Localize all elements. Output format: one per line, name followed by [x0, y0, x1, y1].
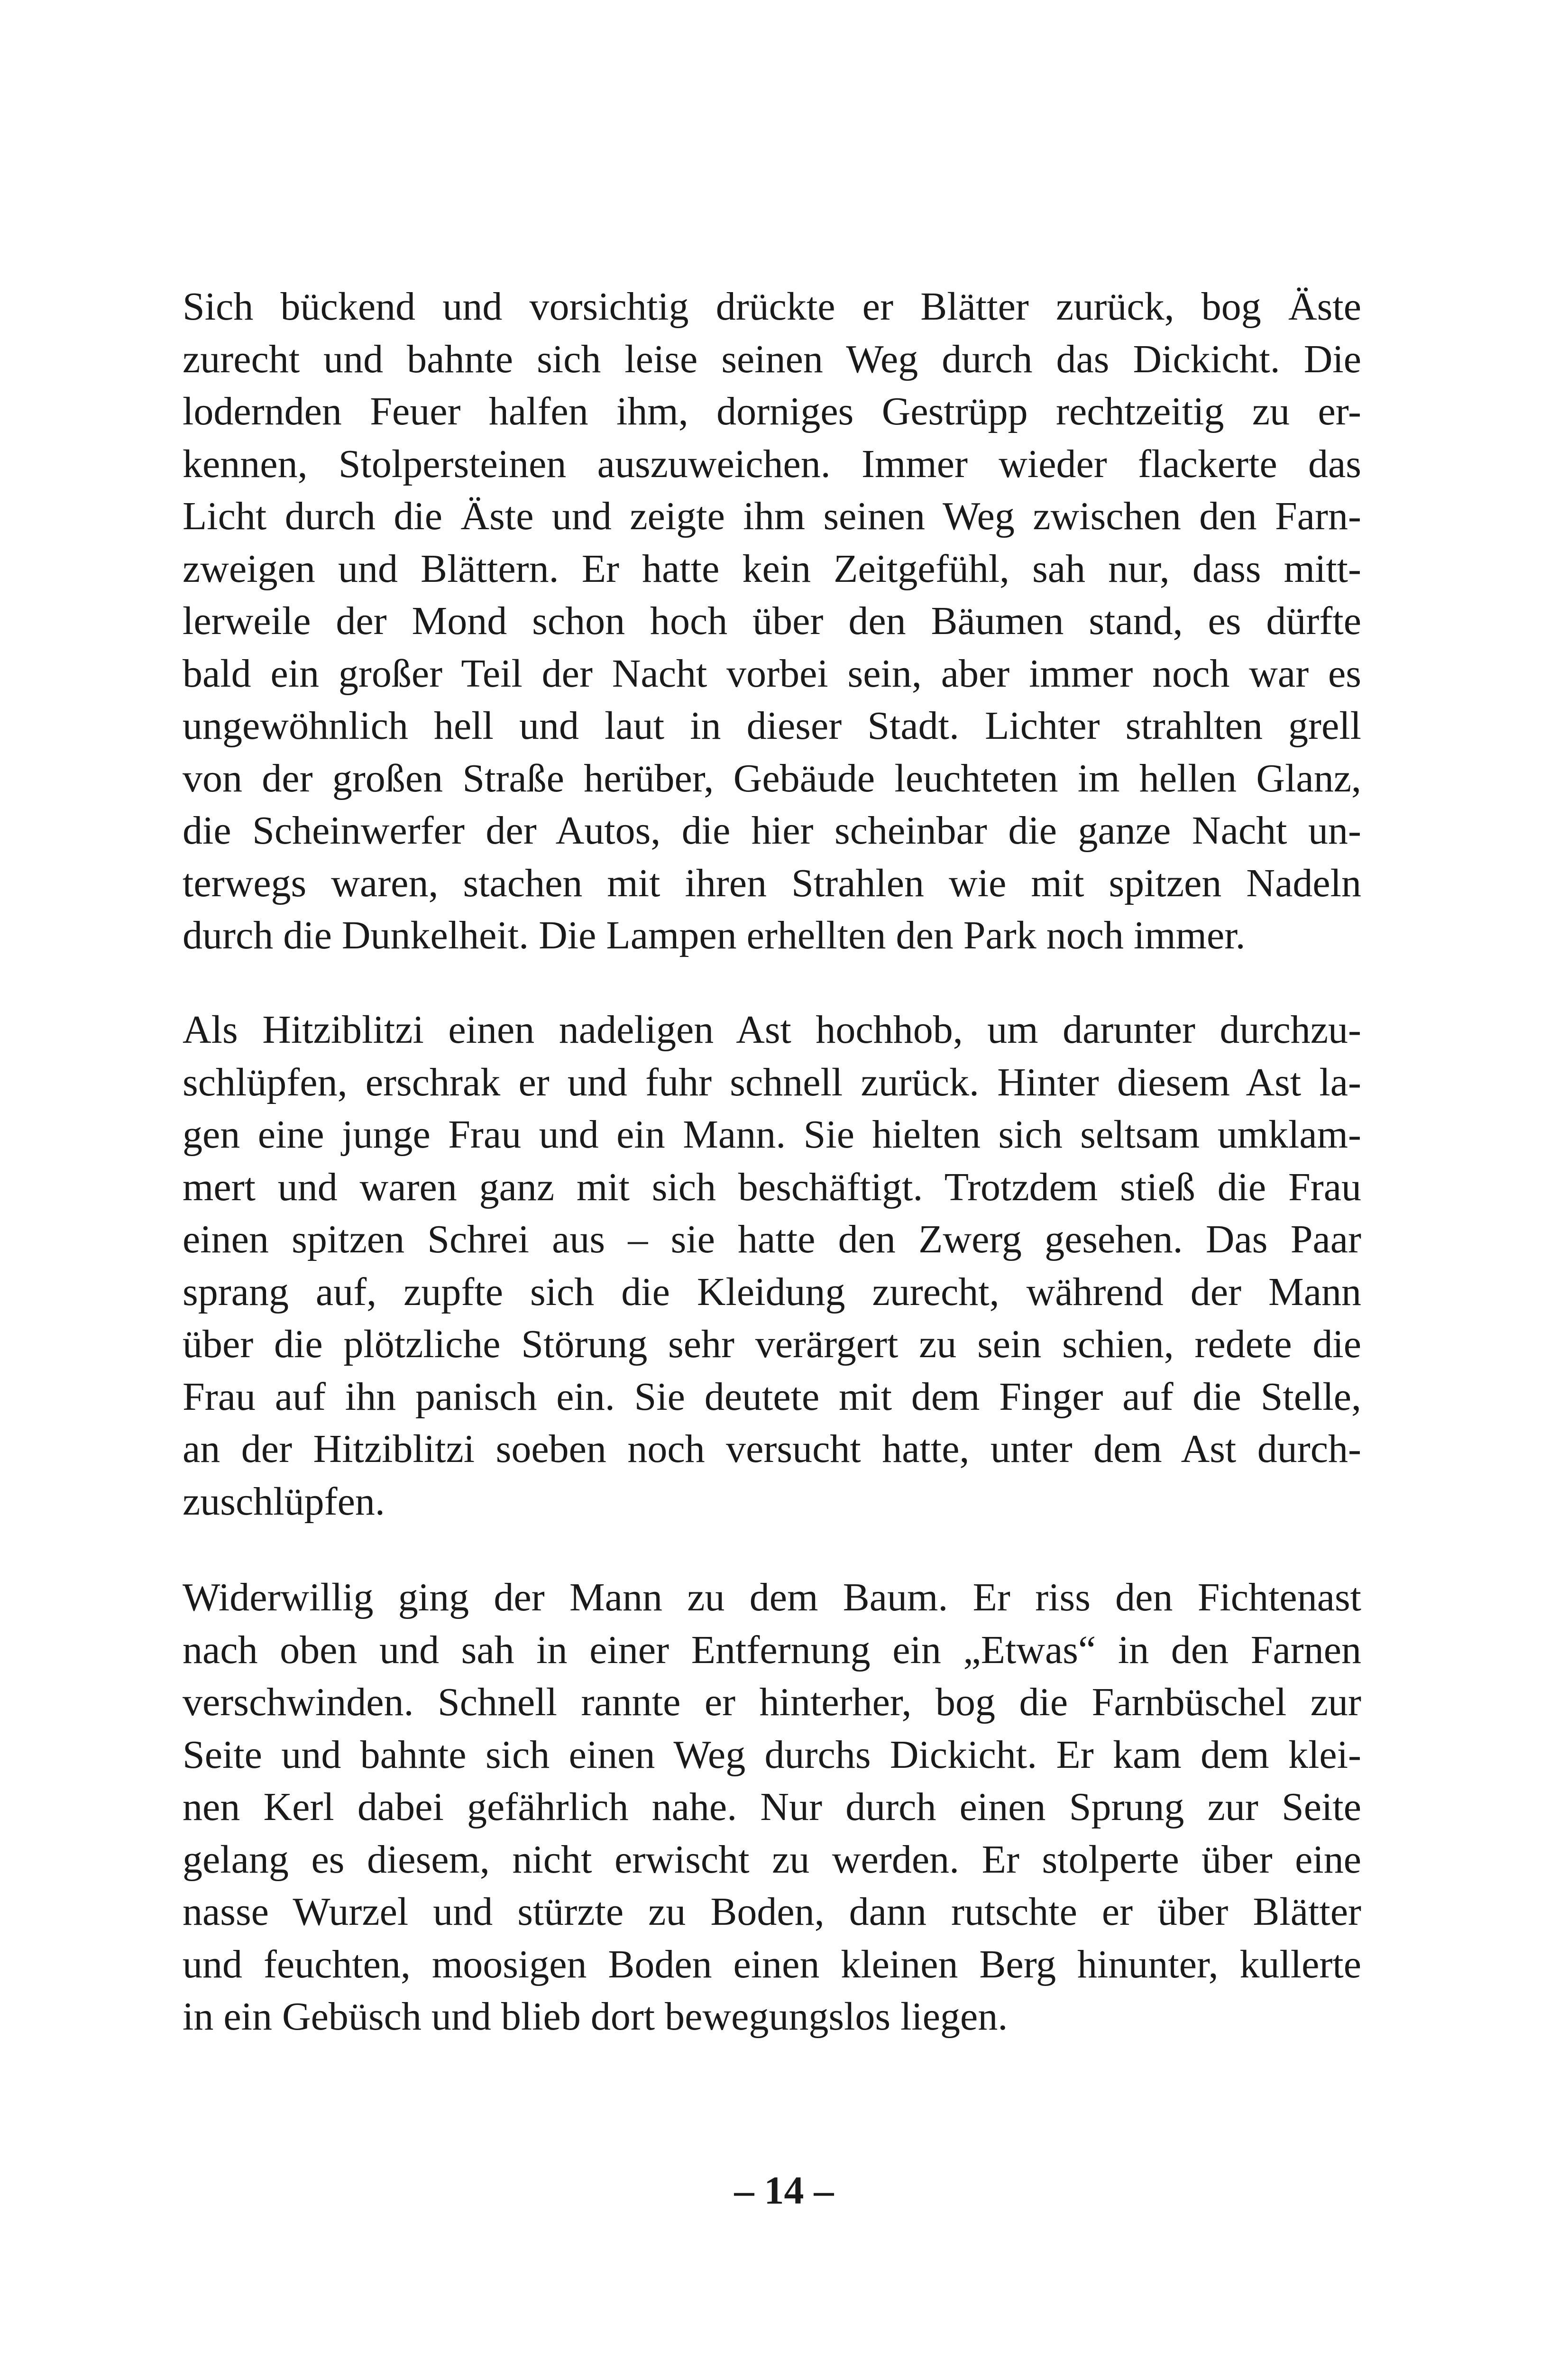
paragraph-2 [183, 1004, 1361, 1528]
text-line: Frau auf ihn panisch ein. Sie deutete mit dem Finger auf die Stelle, [183, 1374, 1361, 1419]
text-line: Widerwillig ging der Mann zu dem Baum. Er riss den Fichtenast [183, 1575, 1361, 1619]
text-line: von der großen Straße herüber, Gebäude leuchteten im hellen Glanz, [183, 756, 1361, 800]
paragraph-1 [183, 281, 1361, 962]
text-line: sprang auf, zupfte sich die Kleidung zurecht, während der Mann [183, 1269, 1361, 1314]
text-line: nen Kerl dabei gefährlich nahe. Nur durch einen Sprung zur Seite [183, 1785, 1361, 1829]
text-line: Sich bückend und vorsichtig drückte er Blätter zurück, bog Äste [183, 285, 1361, 329]
text-line: Licht durch die Äste und zeigte ihm seinen Weg zwischen den Farn- [183, 494, 1361, 538]
text-line: ungewöhnlich hell und laut in dieser Stadt. Lichter strahlten grell [183, 704, 1361, 748]
text-line: zurecht und bahnte sich leise seinen Weg durch das Dickicht. Die [183, 337, 1361, 381]
text-line: die Scheinwerfer der Autos, die hier scheinbar die ganze Nacht un- [183, 809, 1361, 853]
text-line: mert und waren ganz mit sich beschäftigt. Trotzdem stieß die Frau [183, 1165, 1361, 1209]
text-line: verschwinden. Schnell rannte er hinterher, bog die Farnbüschel zur [183, 1680, 1361, 1724]
text-line: nasse Wurzel und stürzte zu Boden, dann rutschte er über Blätter [183, 1890, 1361, 1934]
paragraph-3 [183, 1571, 1361, 2043]
text-line: zweigen und Blättern. Er hatte kein Zeitgefühl, sah nur, dass mitt- [183, 546, 1361, 591]
text-line: an der Hitziblitzi soeben noch versucht hatte, unter dem Ast durch- [183, 1427, 1361, 1471]
page-number: – 14 – [734, 2169, 834, 2213]
text-line: gelang es diesem, nicht erwischt zu werden. Er stolperte über eine [183, 1837, 1361, 1882]
text-line: lodernden Feuer halfen ihm, dorniges Gestrüpp rechtzeitig zu er- [183, 389, 1361, 433]
text-line: nach oben und sah in einer Entfernung ein „Etwas“ in den Farnen [183, 1627, 1361, 1672]
text-line: in ein Gebüsch und blieb dort bewegungslos liegen. [183, 1994, 1008, 2039]
text-line: zuschlüpfen. [183, 1479, 385, 1524]
text-line: über die plötzliche Störung sehr verärgert zu sein schien, redete die [183, 1322, 1361, 1366]
text-line: gen eine junge Frau und ein Mann. Sie hielten sich seltsam umklam- [183, 1112, 1361, 1157]
text-line: und feuchten, moosigen Boden einen kleinen Berg hinunter, kullerte [183, 1942, 1361, 1986]
text-line: terwegs waren, stachen mit ihren Strahlen wie mit spitzen Nadeln [183, 861, 1361, 905]
text-line: durch die Dunkelheit. Die Lampen erhellten den Park noch immer. [183, 913, 1246, 957]
text-line: Seite und bahnte sich einen Weg durchs Dickicht. Er kam dem klei- [183, 1732, 1361, 1777]
text-line: bald ein großer Teil der Nacht vorbei sein, aber immer noch war es [183, 651, 1361, 696]
text-line: einen spitzen Schrei aus – sie hatte den Zwerg gesehen. Das Paar [183, 1217, 1361, 1261]
text-line: schlüpfen, erschrak er und fuhr schnell zurück. Hinter diesem Ast la- [183, 1060, 1361, 1104]
text-line: lerweile der Mond schon hoch über den Bäumen stand, es dürfte [183, 599, 1361, 643]
text-line: kennen, Stolpersteinen auszuweichen. Immer wieder flackerte das [183, 441, 1361, 486]
text-line: Als Hitziblitzi einen nadeligen Ast hochhob, um darunter durchzu- [183, 1008, 1361, 1052]
